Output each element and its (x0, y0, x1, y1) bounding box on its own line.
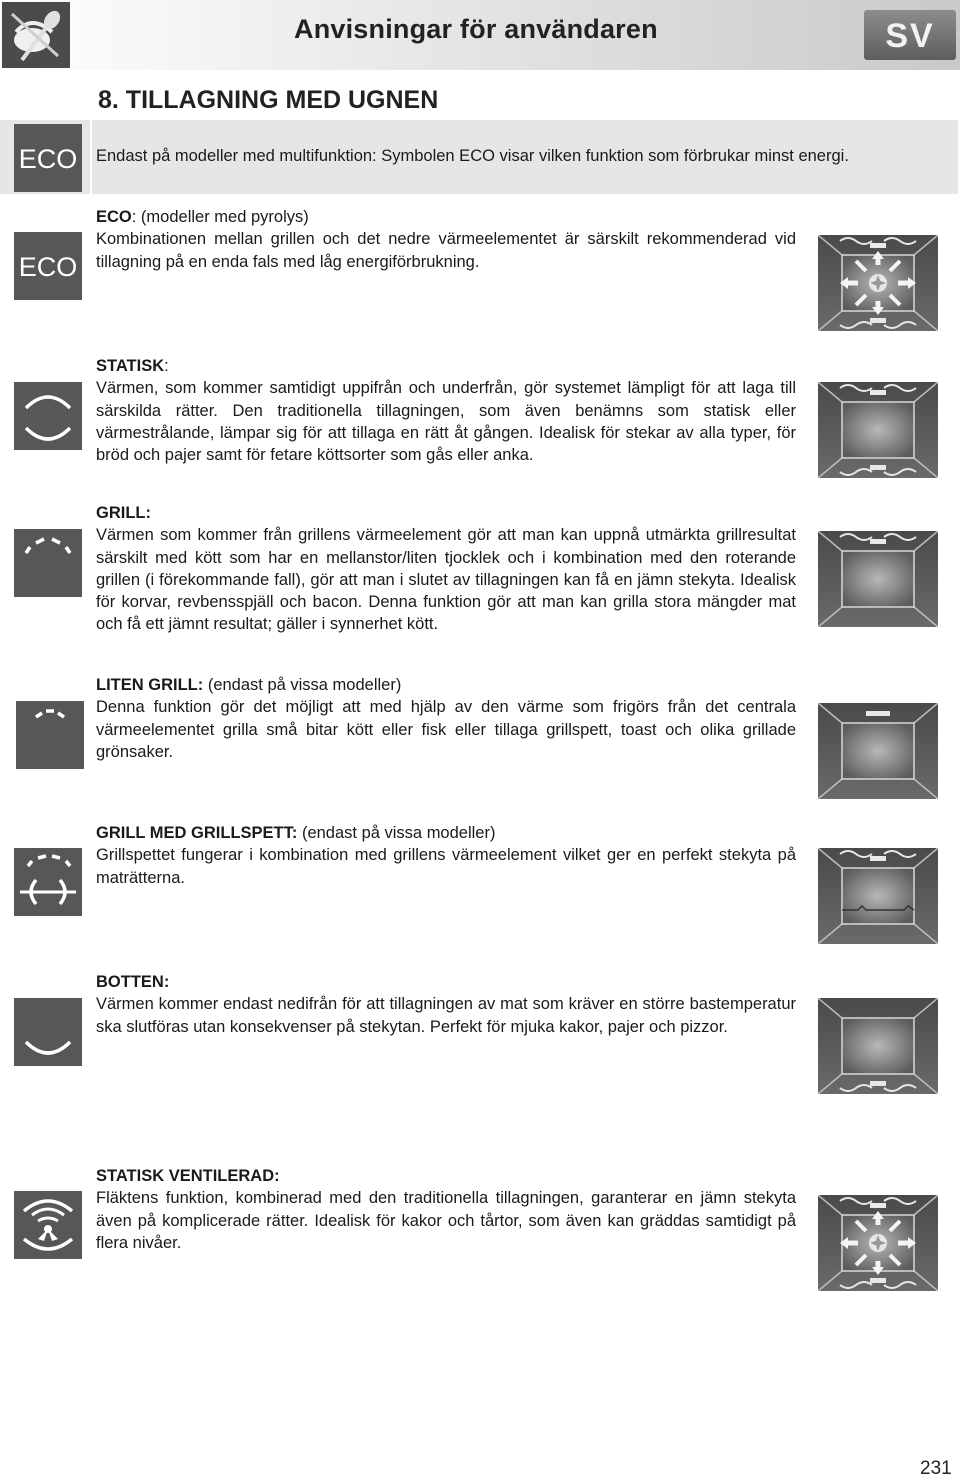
function-grill (96, 502, 796, 636)
eco-icon: ECO (14, 124, 82, 192)
chef-logo-icon (2, 2, 70, 68)
function-heading-note: (endast på vissa modeller) (297, 824, 496, 842)
function-heading: BOTTEN: (96, 973, 170, 991)
function-botten (96, 971, 796, 1038)
function-body: Denna funktion gör det möjligt att med hjälp av den värme som frigörs från det centrala värmeelementet grilla små bitar kött eller fisk eller tillaga grillspett, toast och olika grillade grönsaker. (96, 698, 796, 761)
small-grill-icon (16, 701, 84, 769)
fan-static-icon (14, 1191, 82, 1259)
oven-diagram-eco (818, 235, 938, 331)
function-body: Värmen, som kommer samtidigt uppifrån och underfrån, gör systemet lämpligt för att laga till särskilda rätter. Den traditionella tillagningen, som även benämns som statisk eller värmestrålande, lämpar sig för att tillaga en rätt åt gången. Idealisk för stekar av alla typer, för bröd och pajer samt för fetare köttsorter som gås eller anka. (96, 379, 796, 465)
oven-diagram-liten-grill (818, 703, 938, 799)
static-heat-icon (14, 382, 82, 450)
rotisserie-icon (14, 848, 82, 916)
bottom-heat-icon (14, 998, 82, 1066)
function-body: Värmen kommer endast nedifrån för att tillagningen av mat som kräver en större bastemperatur ska slutföras utan konsekvenser på stekytan. Perfekt för mjuka kakor, pajer och pizzor. (96, 995, 796, 1036)
oven-diagram-grill (818, 531, 938, 627)
section-title: 8. TILLAGNING MED UGNEN (98, 86, 439, 114)
function-body: Fläktens funktion, kombinerad med den traditionella tillagningen, garanterar en jämn stekyta även på komplicerade rätter. Idealisk för kakor och tårtor, som även kan gräddas samtidigt på flera nivåer. (96, 1189, 796, 1252)
function-heading: ECO (96, 208, 132, 226)
function-liten-grill (96, 674, 796, 763)
function-heading: STATISK VENTILERAD: (96, 1167, 280, 1185)
oven-diagram-botten (818, 998, 938, 1094)
oven-diagram-statisk-ventilerad (818, 1195, 938, 1291)
function-heading: STATISK (96, 357, 165, 375)
page-header (0, 0, 960, 70)
function-heading: LITEN GRILL: (96, 676, 204, 694)
function-body: Värmen som kommer från grillens värmeelement gör att man kan uppnå utmärkta grillresultat särskilt med kött som har en mellanstor/liten tjocklek och i kombination med den roterande grillen (i förekommande fall), gör att man i slutet av tillagningen kan få en jämn stekyta. Idealisk för korvar, revbensspjäll och bacon. Denna funktion gör att man kan grilla stora mängder mat och få ett jämnt resultat; gäller i synnerhet kött. (96, 526, 796, 634)
function-grill-med-grillspett (96, 822, 796, 889)
function-eco (96, 206, 796, 273)
function-heading: GRILL: (96, 504, 151, 522)
oven-diagram-statisk (818, 382, 938, 478)
function-statisk-ventilerad (96, 1165, 796, 1254)
header-title: Anvisningar för användaren (294, 14, 658, 44)
page-number: 231 (920, 1458, 952, 1479)
function-body: Kombinationen mellan grillen och det nedre värmeelementet är särskilt rekommenderad vid tillagning på en enda fals med låg energiförbrukning. (96, 230, 796, 271)
function-heading-note: (endast på vissa modeller) (203, 676, 402, 694)
function-body: Grillspettet fungerar i kombination med grillens värmeelement vilket ger en perfekt stekyta på maträtterna. (96, 846, 796, 887)
function-heading: GRILL MED GRILLSPETT: (96, 824, 298, 842)
eco-note-text: Endast på modeller med multifunktion: Symbolen ECO visar vilken funktion som förbrukar minst energi. (96, 147, 849, 165)
function-heading-note: : (modeller med pyrolys) (131, 208, 309, 226)
function-statisk (96, 355, 796, 466)
eco-icon: ECO (14, 232, 82, 300)
language-badge: SV (864, 10, 956, 60)
function-heading-note: : (164, 357, 169, 375)
grill-icon (14, 529, 82, 597)
oven-diagram-grillspett (818, 848, 938, 944)
